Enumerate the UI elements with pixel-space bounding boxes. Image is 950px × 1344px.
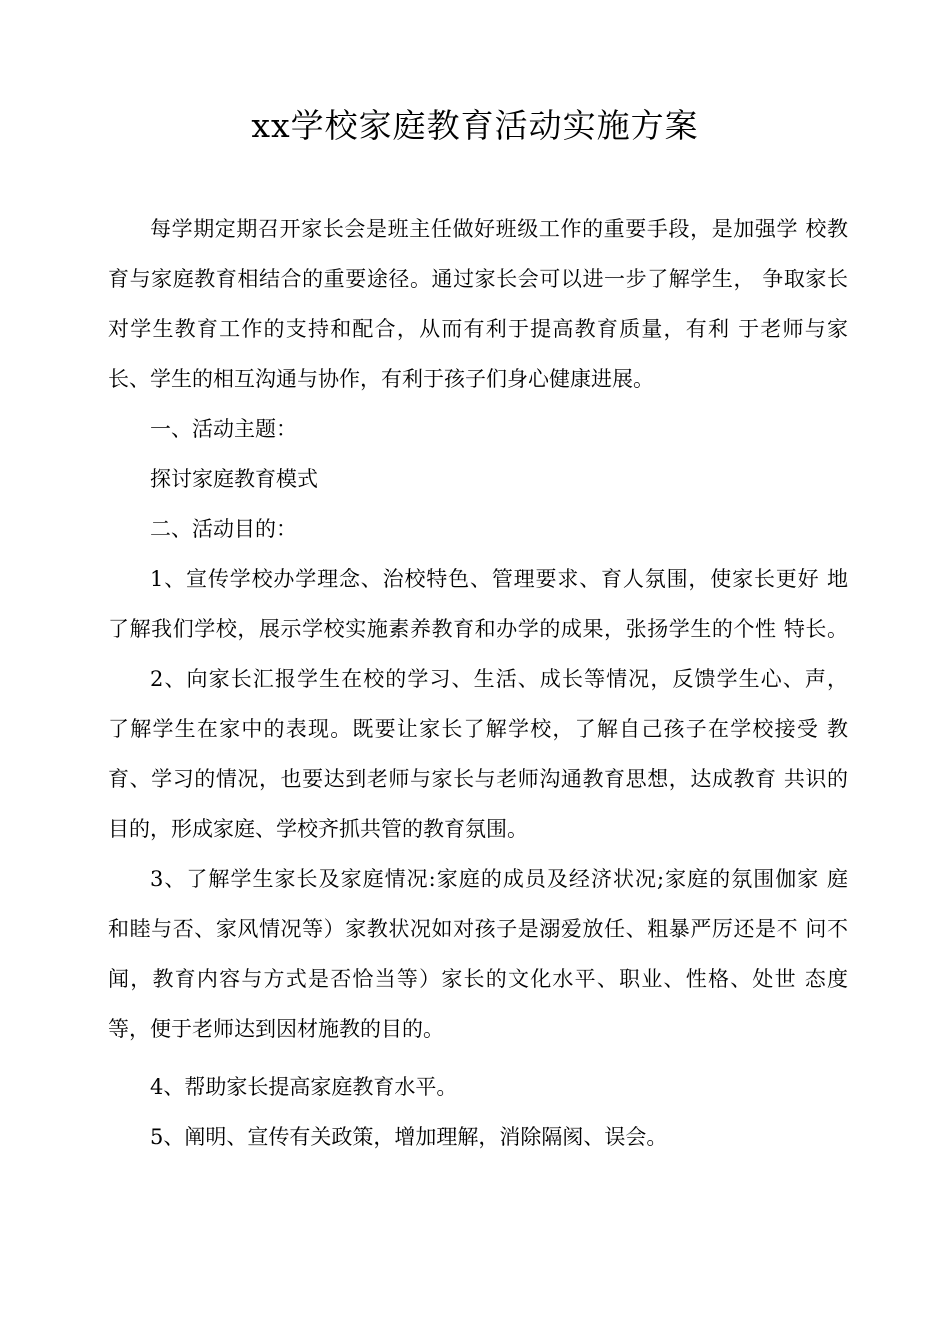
paragraph-line: 对学生教育工作的支持和配合，从而有利于提高教育质量，有利 于老师与家: [108, 317, 848, 341]
list-item-line: 育、学习的情况，也要达到老师与家长与老师沟通教育思想，达成教育 共识的: [108, 767, 848, 791]
paragraph-line: 每学期定期召开家长会是班主任做好班级工作的重要手段，是加强学 校教: [150, 217, 848, 241]
paragraph-line: 长、学生的相互沟通与协作，有利于孩子们身心健康进展。: [108, 367, 654, 391]
list-item-line: 了解学生在家中的表现。既要让家长了解学校，了解自己孩子在学校接受 教: [108, 717, 848, 741]
list-item-line: 目的，形成家庭、学校齐抓共管的教育氛围。: [108, 817, 528, 841]
list-item-line: 和睦与否、家风情况等）家教状况如对孩子是溺爱放任、粗暴严厉还是不 问不: [108, 917, 848, 941]
list-item-line: 闻，教育内容与方式是否恰当等）家长的文化水平、职业、性格、处世 态度: [108, 967, 848, 991]
paragraph-line: 探讨家庭教育模式: [150, 467, 318, 491]
section-heading-purpose: 二、活动目的：: [150, 517, 297, 541]
list-item-line: 2、向家长汇报学生在校的学习、生活、成长等情况，反馈学生心、声，: [150, 667, 848, 691]
list-item-line: 5、阐明、宣传有关政策，增加理解，消除隔阂、误会。: [150, 1125, 668, 1149]
list-item-line: 4、帮助家长提高家庭教育水平。: [150, 1075, 458, 1099]
section-heading-theme: 一、活动主题：: [150, 417, 297, 441]
list-item-line: 了解我们学校，展示学校实施素养教育和办学的成果，张扬学生的个性 特长。: [108, 617, 848, 641]
paragraph-line: 育与家庭教育相结合的重要途径。通过家长会可以进一步了解学生， 争取家长: [108, 267, 848, 291]
list-item-line: 1、宣传学校办学理念、治校特色、管理要求、育人氛围，使家长更好 地: [150, 567, 848, 591]
list-item-line: 3、了解学生家长及家庭情况:家庭的成员及经济状况;家庭的氛围伽家 庭: [150, 867, 848, 891]
list-item-line: 等，便于老师达到因材施教的目的。: [108, 1017, 444, 1041]
document-title: xx学校家庭教育活动实施方案: [251, 106, 699, 145]
